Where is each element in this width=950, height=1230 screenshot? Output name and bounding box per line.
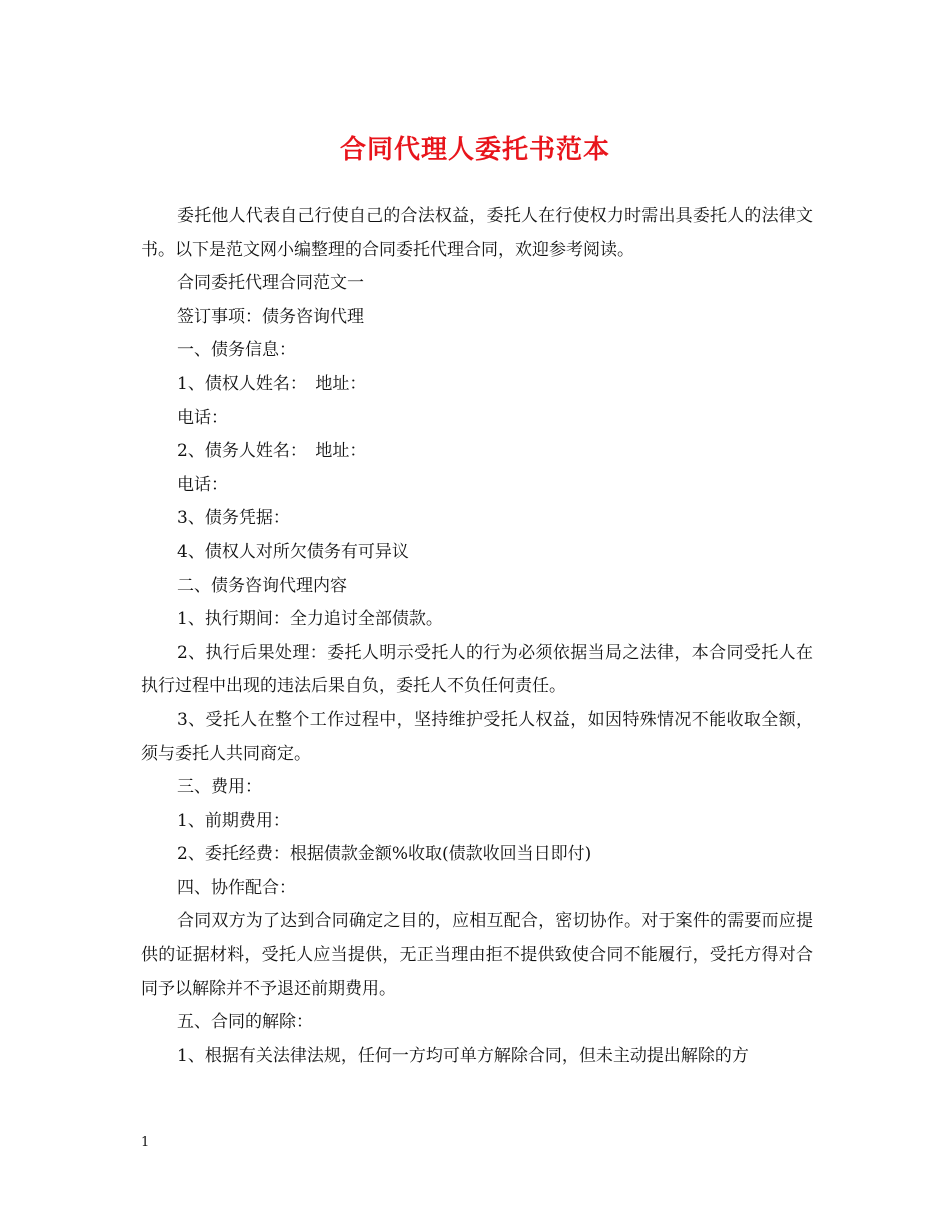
paragraph-execution-consequence: 2、执行后果处理：委托人明示受托人的行为必须依据当局之法律，本合同受托人在执行过程中出现的违法后果自负，委托人不负任何责任。	[141, 642, 813, 697]
paragraph-creditor-name: 1、债权人姓名： 地址：	[177, 373, 367, 394]
document-title: 合同代理人委托书范本	[339, 135, 610, 165]
paragraph-section-3-heading: 三、费用：	[177, 777, 262, 798]
paragraph-debt-evidence: 3、债务凭据：	[177, 508, 290, 529]
paragraph-termination: 1、根据有关法律法规，任何一方均可单方解除合同，但未主动提出解除的方	[177, 1045, 749, 1066]
paragraph-sample-heading: 合同委托代理合同范文一	[177, 273, 364, 294]
paragraph-section-5-heading: 五、合同的解除：	[177, 1012, 313, 1033]
paragraph-debt-objection: 4、债权人对所欠债务有可异议	[177, 541, 409, 562]
paragraph-intro: 委托他人代表自己行使自己的合法权益，委托人在行使权力时需出具委托人的法律文书。以下是范文网小编整理的合同委托代理合同，欢迎参考阅读。	[141, 206, 813, 260]
paragraph-section-2-heading: 二、债务咨询代理内容	[177, 575, 347, 596]
paragraph-section-1-heading: 一、债务信息：	[177, 340, 296, 361]
page-number: 1	[141, 1135, 150, 1150]
paragraph-debtor-name: 2、债务人姓名： 地址：	[177, 441, 367, 462]
paragraph-signing-matter: 签订事项：债务咨询代理	[177, 306, 364, 327]
document-body	[141, 200, 813, 1073]
paragraph-section-4-heading: 四、协作配合：	[177, 877, 296, 898]
paragraph-execution-period: 1、执行期间：全力追讨全部债款。	[177, 609, 443, 630]
paragraph-commission-fee: 2、委托经费：根据债款金额%收取(债款收回当日即付)	[177, 844, 592, 865]
paragraph-debtor-phone: 电话：	[177, 474, 228, 495]
paragraph-upfront-fee: 1、前期费用：	[177, 810, 290, 831]
paragraph-cooperation: 合同双方为了达到合同确定之目的，应相互配合，密切协作。对于案件的需要而应提供的证据材料，受托人应当提供，无正当理由拒不提供致使合同不能履行，受托方得对合同予以解除并不予退还前期费用。	[141, 911, 813, 999]
paragraph-creditor-phone: 电话：	[177, 407, 228, 428]
paragraph-trustee-rights: 3、受托人在整个工作过程中，坚持维护受托人权益，如因特殊情况不能收取全额，须与委托人共同商定。	[141, 709, 813, 764]
